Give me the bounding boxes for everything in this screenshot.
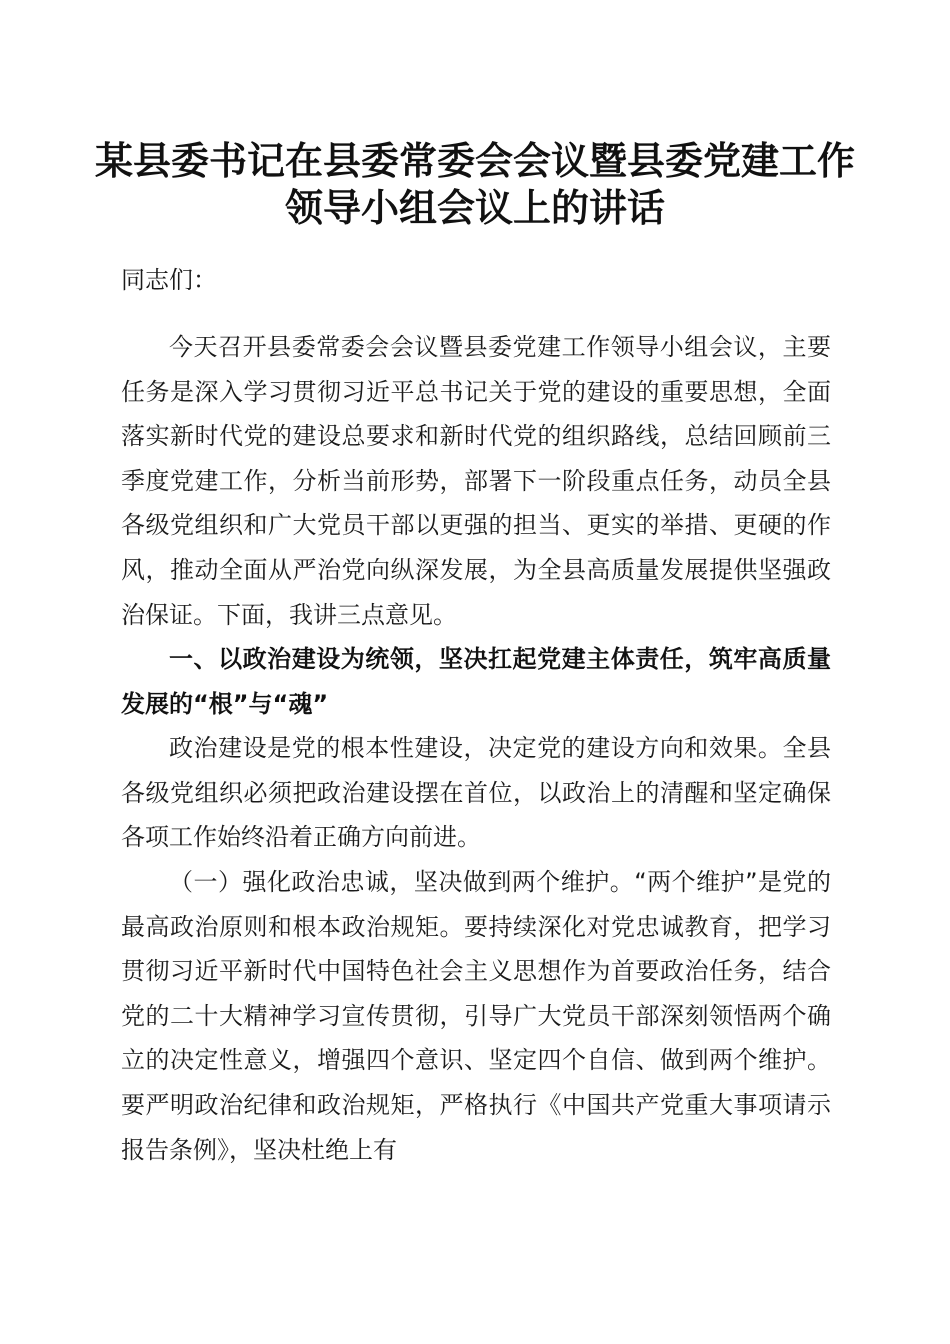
salutation: 同志们：	[121, 266, 217, 294]
paragraph-intro: 今天召开县委常委会会议暨县委党建工作领导小组会议，主要任务是深入学习贯彻习近平总书记关于党的建设的重要思想，全面落实新时代党的建设总要求和新时代党的组织路线，总结回顾前三季度党建工作，分析当前形势，部署下一阶段重点任务，动员全县各级党组织和广大党员干部以更强的担当、更实的举措、更硬的作风，推动全面从严治党向纵深发展，为全县高质量发展提供坚强政治保证。下面，我讲三点意见。	[121, 333, 831, 629]
paragraph-political-construction: 政治建设是党的根本性建设，决定党的建设方向和效果。全县各级党组织必须把政治建设摆在首位，以政治上的清醒和坚定确保各项工作始终沿着正确方向前进。	[121, 734, 831, 852]
paragraph-subsection-1: （一）强化政治忠诚，坚决做到两个维护。“两个维护”是党的最高政治原则和根本政治规矩。要持续深化对党忠诚教育，把学习贯彻习近平新时代中国特色社会主义思想作为首要政治任务，结合党的二十大精神学习宣传贯彻，引导广大党员干部深刻领悟两个确立的决定性意义，增强四个意识、坚定四个自信、做到两个维护。要严明政治纪律和政治规矩，严格执行《中国共产党重大事项请示报告条例》，坚决杜绝上有	[121, 868, 831, 1164]
document-title-line-1: 某县委书记在县委常委会会议暨县委党建工作	[94, 138, 855, 183]
section-heading-1: 一、以政治建设为统领，坚决扛起党建主体责任，筑牢高质量发展的“根”与“魂”	[121, 645, 831, 718]
document-title-line-2: 领导小组会议上的讲话	[284, 185, 665, 230]
